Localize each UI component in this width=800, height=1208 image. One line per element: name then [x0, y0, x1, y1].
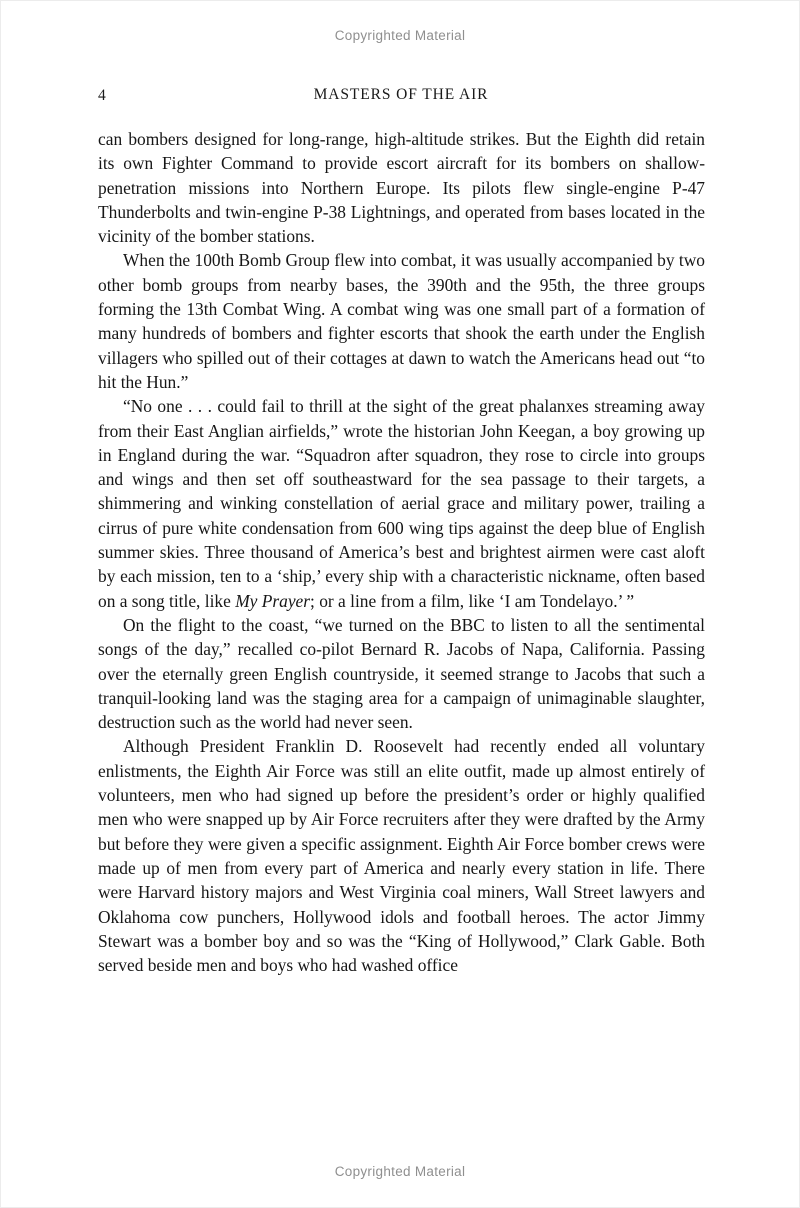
copyright-watermark-top: Copyrighted Material	[334, 28, 466, 43]
paragraph-text: ; or a line from a film, like ‘I am Tondelayo.’ ”	[310, 590, 635, 611]
paragraph-text: When the 100th Bomb Group flew into combat, it was usually accompanied by two other bomb groups from nearby bases, the 390th and the 95th, the three groups forming the 13th Combat Wing. A combat wing was one small part of a formation of many hundreds of bombers and fighter escorts that shook the earth under the English villagers who spilled out of their cottages at dawn to watch the Americans head out “to hit the Hun.”	[98, 250, 705, 392]
body-text	[98, 127, 705, 977]
paragraph-3	[98, 394, 705, 613]
paragraph-text: On the flight to the coast, “we turned on the BBC to listen to all the sentimental songs of the day,” recalled co-pilot Bernard R. Jacobs of Napa, California. Passing over the eternally green English countryside, it seemed strange to Jacobs that such a tranquil-looking land was the staging area for a campaign of unimaginable slaughter, destruction such as the world had never seen.	[98, 614, 705, 733]
paragraph-2	[98, 248, 705, 394]
italic-title-text: My Prayer	[235, 590, 311, 611]
paragraph-5	[98, 734, 705, 977]
paragraph-4	[98, 613, 705, 734]
page-header	[98, 86, 704, 108]
running-head: MASTERS OF THE AIR	[313, 86, 489, 103]
paragraph-1	[98, 127, 705, 248]
paragraph-text: Although President Franklin D. Roosevelt had recently ended all voluntary enlistments, the Eighth Air Force was still an elite outfit, made up almost entirely of volunteers, men who had signed up before the president’s order or highly qualified men who were snapped up by Air Force recruiters after they were drafted by the Army but before they were given a specific assignment. Eighth Air Force bomber crews were made up of men from every part of America and nearly every station in life. There were Harvard history majors and West Virginia coal miners, Wall Street lawyers and Oklahoma cow punchers, Hollywood idols and football heroes. The actor Jimmy Stewart was a bomber boy and so was the “King of Hollywood,” Clark Gable. Both served beside men and boys who had washed office	[98, 736, 705, 976]
paragraph-text: can bombers designed for long-range, high-altitude strikes. But the Eighth did retain its own Fighter Command to provide escort aircraft for its bombers on shallow-penetration missions into Northern Europe. Its pilots flew single-engine P-47 Thunderbolts and twin-engine P-38 Lightnings, and operated from bases located in the vicinity of the bomber stations.	[98, 129, 705, 247]
copyright-watermark-bottom: Copyrighted Material	[334, 1164, 466, 1179]
page-number: 4	[98, 87, 106, 104]
paragraph-text: “No one . . . could fail to thrill at the sight of the great phalanxes streaming away from their East Anglian airfields,” wrote the historian John Keegan, a boy growing up in England during the war. “Squadron after squadron, they rose to circle into groups and wings and then set off southeastward for the sea passage to their targets, a shimmering and winking constellation of aerial grace and military power, trailing a cirrus of pure white condensation from 600 wing tips against the deep blue of English summer skies. Three thousand of America’s best and brightest airmen were cast aloft by each mission, ten to a ‘ship,’ every ship with a characteristic nickname, often based on a song title, like	[98, 396, 705, 611]
